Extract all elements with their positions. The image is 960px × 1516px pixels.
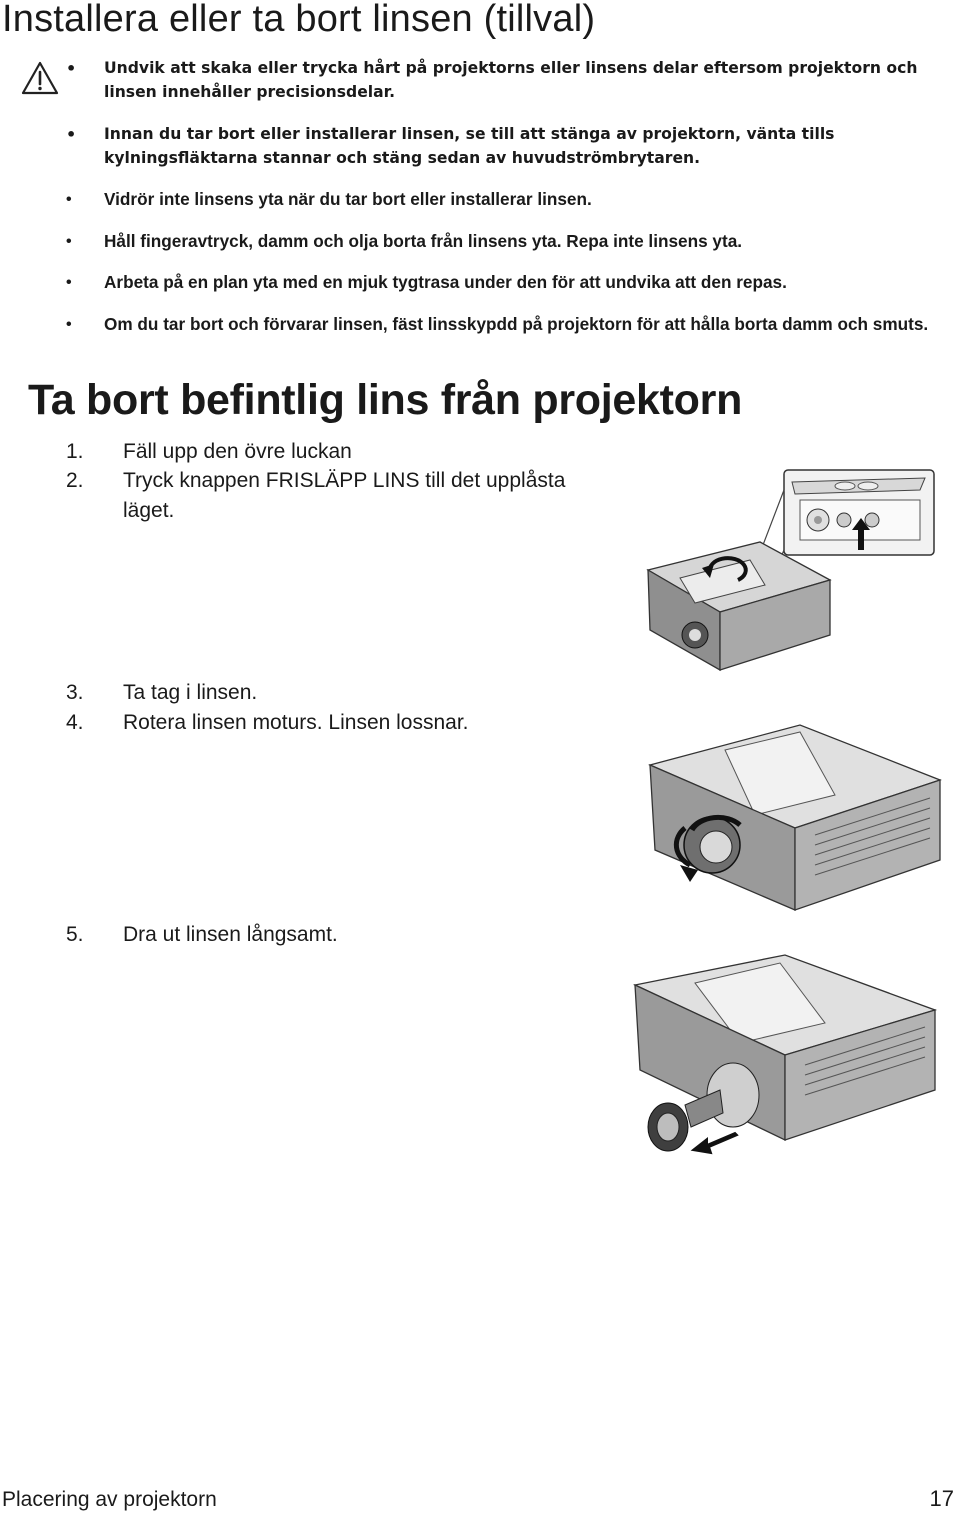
bullet-item: • Om du tar bort och förvarar linsen, fäst linsskypdd på projektorn för att hålla borta damm och smuts.	[66, 313, 956, 337]
step-5	[66, 920, 626, 950]
projector-top-cover-illustration	[640, 460, 940, 690]
section-title: Ta bort befintlig lins från projektorn	[28, 376, 743, 424]
step-1	[66, 437, 626, 467]
bullet-item: • Håll fingeravtryck, damm och olja borta från linsens yta. Repa inte linsens yta.	[66, 230, 956, 254]
step-number: 1.	[66, 440, 84, 463]
step-number: 2.	[66, 469, 84, 492]
warning-bullet-list	[66, 57, 956, 336]
projector-pull-lens-illustration	[635, 955, 950, 1165]
step-2	[66, 466, 626, 526]
bullet-item: • Undvik att skaka eller trycka hårt på projektorns eller linsens delar eftersom projektorn och linsen innehåller precisionsdelar.	[66, 57, 956, 104]
step-3	[66, 678, 626, 708]
step-text: Rotera linsen moturs. Linsen lossnar.	[123, 711, 469, 734]
step-text: Tryck knappen FRISLÄPP LINS till det upplåsta	[123, 469, 566, 492]
bullet-item: • Vidrör inte linsens yta när du tar bort eller installerar linsen.	[66, 188, 956, 212]
bullet-item: • Innan du tar bort eller installerar linsen, se till att stänga av projektorn, vänta tills kylningsfläktarna stannar och stäng sedan av huvudströmbrytaren.	[66, 123, 956, 170]
page-number: 17	[929, 1486, 954, 1511]
footer-section-name: Placering av projektorn	[2, 1488, 217, 1511]
step-text: Fäll upp den övre luckan	[123, 440, 352, 463]
step-4	[66, 708, 626, 738]
step-text-continued: läget.	[123, 499, 175, 522]
step-number: 5.	[66, 923, 84, 946]
projector-rotate-lens-illustration	[640, 720, 950, 920]
warning-triangle-icon	[20, 60, 60, 96]
step-number: 4.	[66, 711, 84, 734]
step-text: Dra ut linsen långsamt.	[123, 923, 338, 946]
page-title: Installera eller ta bort linsen (tillval)	[2, 0, 596, 40]
step-number: 3.	[66, 681, 84, 704]
bullet-item: • Arbeta på en plan yta med en mjuk tygtrasa under den för att undvika att den repas.	[66, 271, 956, 295]
step-text: Ta tag i linsen.	[123, 681, 258, 704]
